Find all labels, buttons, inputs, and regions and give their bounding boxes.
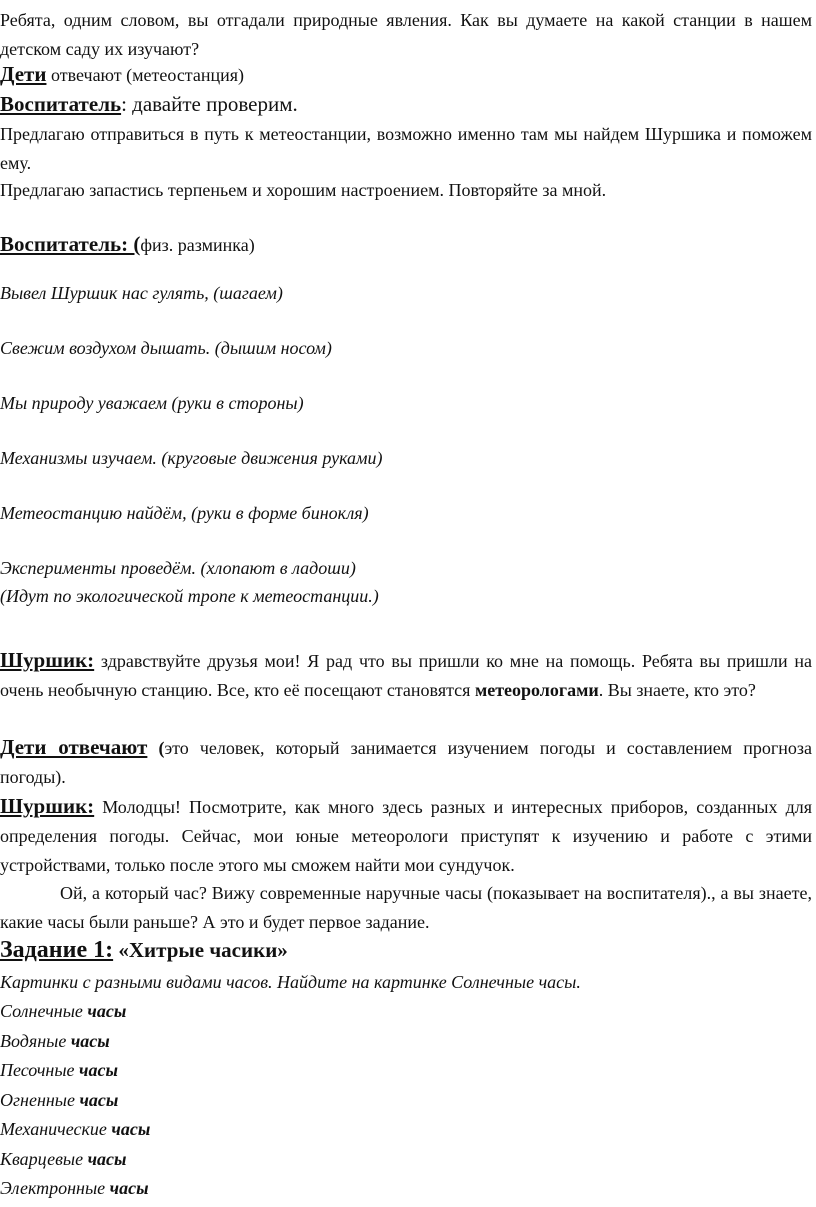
paragraph-children-answer <box>0 60 816 90</box>
clock-item <box>0 1027 816 1056</box>
clock-word: часы <box>87 1149 127 1169</box>
poem-line: Метеостанцию найдём, (руки в форме бинокля) <box>0 503 369 523</box>
greeting-bold-word: метеорологами <box>474 680 599 700</box>
paragraph-patience: Предлагаю запастись терпеньем и хорошим настроением. Повторяйте за мной. <box>0 180 607 200</box>
poem-line: Мы природу уважаем (руки в стороны) <box>0 393 304 413</box>
teacher-check-text: : давайте проверим. <box>121 92 298 116</box>
speaker-children-answer: Дети отвечают <box>0 735 148 759</box>
definition-paren: ( <box>147 738 165 758</box>
speaker-children: Дети <box>0 62 47 86</box>
clock-word: часы <box>79 1060 118 1080</box>
clock-word: часы <box>87 1001 127 1021</box>
clock-word: часы <box>70 1031 110 1051</box>
clock-type: Электронные <box>0 1178 106 1198</box>
task-heading <box>0 936 816 966</box>
devices-text: Молодцы! Посмотрите, как много здесь разных и интересных приборов, созданных для определения погоды. Сейчас, мои юные метеорологи приступят к изучению и работе с этими устройствами, только после этого мы сможем найти мои сундучок. <box>0 797 812 875</box>
definition-text: это человек, который занимается изучением погоды и составлением прогноза погоды). <box>0 738 812 787</box>
clock-type: Песочные <box>0 1060 75 1080</box>
children-answer-text: отвечают (метеостанция) <box>46 65 245 85</box>
speaker-teacher-warmup: Воспитатель: ( <box>0 232 141 256</box>
clock-item <box>0 1056 816 1085</box>
clock-item <box>0 1174 816 1203</box>
poem-line: Механизмы изучаем. (круговые движения руками) <box>0 448 383 468</box>
paragraph-shurshik-devices <box>0 792 812 880</box>
task-title: «Хитрые часики» <box>113 938 288 962</box>
paragraph-intro: Ребята, одним словом, вы отгадали природные явления. Как вы думаете на какой станции в нашем детском саду их изучают? <box>0 10 812 59</box>
clock-word: часы <box>109 1178 149 1198</box>
speaker-teacher: Воспитатель <box>0 92 122 116</box>
speaker-shurshik: Шуршик: <box>0 648 95 672</box>
paragraph-children-definition <box>0 733 812 792</box>
clock-type: Водяные <box>0 1031 67 1051</box>
warmup-text: физ. разминка) <box>140 235 255 255</box>
task-description: Картинки с разными видами часов. Найдите на картинке Солнечные часы. <box>0 972 581 992</box>
poem-line: Вывел Шуршик нас гулять, (шагаем) <box>0 283 283 303</box>
paragraph-teacher-check <box>0 90 816 119</box>
clock-item <box>0 1086 816 1115</box>
paragraph-journey: Предлагаю отправиться в путь к метеостанции, возможно именно там мы найдем Шуршика и поможем ему. <box>0 124 812 173</box>
clock-item <box>0 1115 816 1144</box>
greeting-text-a: здравствуйте друзья мои! Я рад что вы пришли ко мне на помощь. Ребята вы пришли на очень необычную станцию. Все, кто её посещают становятся <box>0 651 812 700</box>
clock-type: Кварцевые <box>0 1149 84 1169</box>
poem-line: Свежим воздухом дышать. (дышим носом) <box>0 338 332 358</box>
clock-word: часы <box>111 1119 151 1139</box>
task-label: Задание 1: <box>0 937 114 963</box>
clock-item <box>0 997 816 1026</box>
clock-word: часы <box>79 1090 119 1110</box>
poem-note: (Идут по экологической тропе к метеостанции.) <box>0 586 379 606</box>
clock-type: Солнечные <box>0 1001 83 1021</box>
paragraph-shurshik-greeting <box>0 646 812 705</box>
paragraph-clock-question: Ой, а который час? Вижу современные наручные часы (показывает на воспитателя)., а вы знаете, какие часы были раньше? А это и будет первое задание. <box>0 883 812 932</box>
paragraph-warmup-heading <box>0 230 816 260</box>
clock-type: Механические <box>0 1119 107 1139</box>
clock-item <box>0 1145 816 1174</box>
speaker-shurshik-devices: Шуршик: <box>0 794 95 818</box>
clock-type: Огненные <box>0 1090 75 1110</box>
greeting-text-b: . Вы знаете, кто это? <box>598 680 756 700</box>
poem-line: Эксперименты проведём. (хлопают в ладоши) <box>0 558 356 578</box>
